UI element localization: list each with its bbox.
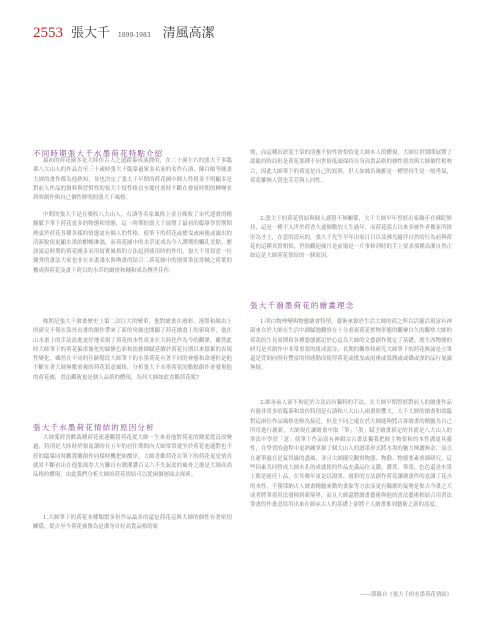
artist-name: 張大千 (71, 26, 111, 41)
paragraph-late-period: 晚期是張大千繪畫歷史上第二次巨大的變革，他對繪畫在潑彩、潑墨和顏由上的研究不僅在海外出畫的創作帶來了新的突破也開闢了荷花繪畫上的新境界，他在山水畫上的手法改進更好地表現了荷花的本性成並在大陸化作為今的觀眾，雖然此時大師筆下的荷花偏重簡化的線條色彩和淡雅細膩延續於荷花長期以來積累的表現性變化，雖然在不同的年齡階段大師筆下的水墨荷花有著不同的神態和命運但是他不斷在著大師無數重複的荷花寫意風格，分析張大千水墨荷花的點點創作會發現他的荷花圖，書法觀術更是個人品格的體現，為何大師如此喜歡荷花呢? (33, 319, 232, 381)
paragraph-middle-period: 中期的張大千是在吸收八大山人，石濤等名家風格上並且吸收了宋代建畫的精髓賦予筆下荷花更多的物態和情態，這一時期的張大千展覽了最初的臨摹學習期間熱衷於荷花各種各樣的情態更有個人的性格，使筆下的荷花或搖曳或兩後或露出的清新脫俗更顯水墨的酣暢淋漓，而荷花圖中的水草更成為今人讚嘆的觸孔美點。應該說這時期的荷花圖多采用寫實風格的方法起到使用時的作用，張大千用寫意一位優秀的畫法大家也非在未畫淺水與嚕畫的結合二荷花圖中的潑墨筆法常輔之荷葉的構成與荷花及畫下荷以的水草的緻密和輔和成為傳世佳作。 (33, 212, 232, 274)
work-title: 清風高潔 (162, 26, 215, 41)
paragraph-early-period: 最初的荷花圖多是大陸仿古人之遺蹟摹成演繹的，在二十歲左右的張大千多臨摹八大山人的作品直至三十歲時張大千臨摹過眾多名家的名作石濤、陳白陽等圖畫大師的畫作都為他熟知，並也決定了張大千早期的荷花圖中個人性格並不明顯多是對前人作品的資料與習慣性的張大千寫性格直至慶付畫時不斷在發展時期的轉變並到時創作與自己個性鮮明的張大千風格。 (33, 158, 232, 202)
catalog-header (33, 22, 215, 42)
section-heading-reasons: 張大千水墨荷花情結的原因分析 (33, 423, 155, 432)
lot-number: 2553 (33, 25, 63, 41)
paragraph-reason-two: 2.張大千的荷花情結與個人感覺不無關係，大千大師早年曾經出家賴年在佛院修持，這是一種不入世於荷香久遠個數的人生過年，而荷花那古以來多被作者佛家所推崇為才士，在悲的清玩的，張大千先生早年出家日日以及佛光隨伴自然的行為前與荷花的這種真實相似，世俗觀迎歲月是前場是一片事修到時的手上要求那種高潔自然正如這是大師荷花情結的一個原因。 (250, 216, 452, 260)
source-citation: ——節錄自《張大千的水墨荷花情結》 (360, 592, 452, 598)
paragraph-reason-one-continued: 徵，而這種出淤泥不染的清雅不俗性情恰恰是大師本人的體現，大師在世期間展覽了溫亂的時局但是荷花那種不向世俗低頭保持自身高貴品格的個性使其與大師個性相吻合，因此大師筆下的荷更是自己的寫照，世人如鳳負風雅是一種堅持生是一般勇氣，荷花雖無人賞也芬芳與人同性。 (250, 150, 452, 184)
paragraph-philosophy-one: 1.明白物理變與物態繪會特情，藝術來源於生活大師的荷之所以活靈活現富有神韻來自於大師在生活中細膩地觀察在十分重視荷花實物形態的觀摩自久的觀察大師的荷花的生長周期和各種姿態都記於心這為大師的文藝創作奠定了基礎，既生西物態的研究是其創作中非常重要的組成部分，長期的觀察和研究大師筆下的荷花無論是立筆還是背倒向削有豐富的情感動而使得荷花或搖曳或雨後或溫潤或或嬌或深的品行展露無疑。 (250, 319, 452, 372)
section-heading-philosophy: 張大千潑墨荷花的繪畫理念 (250, 301, 355, 310)
section-heading-features: 不同時期張大千水墨荷花特點介紹 (33, 149, 164, 158)
paragraph-reason-one: 1.大師筆下的荷花本種類繁多但作品最多的還是荷花這與大師的個性有著密切關係，從古至今荷花被譽為是潔身自好高貴品格的象 (33, 515, 232, 531)
paragraph-reasons-intro: 大師愛荷喜歡栽種荷花流連觀賞荷花從大師一生來看他對荷花的鍾愛從沒改變過，特別是大陸時於嶺南讀時在五年的居住期間內大師常常就坐於荷花池邊對也不停的臨摹同時觀賞雕創作同樣時機把如攬岸，大師喜歡荷花在筆下的荷花更是情真就景不斷看出在他那深厚大方難自有潤潔讚百又六不失氣度的風骨之後是大師高尚品格的體現，由此我們分析大師的荷花情結可以從兩個層面去探索。 (33, 435, 232, 479)
artist-dates: 1899-1983 (118, 32, 151, 39)
paragraph-philosophy-two: 2.師承前人卻不拘泥於古法而有獨特的手法，在大師早期曾經對前人的繪畫作品有過非常多的臨摹和效仿特別是石濤和八大山人兩畫影響大，大千大師的繪畫和效臨對這兩位作品風格也較為接近，但是不同之處在於大師能夠將古客繪畫的精髓為自己所用進行創新，大師現在讓繪畫中取「筆」「墨」賦予繪畫新定的其就是八大山人的筆法中學習「意」使筆下作品富有神韻宗古畫法獨我把握主物要和的本性溝更具靈性，在學習的過程中更熟練掌握了個大山人的潑墨形式將水墨的魅力揮灑無余，而且在運筆過在是氣得線的盡風，並且大師擺究觀察物態、物動、物態要素重細研究，這些因素共同營成大師水孔的成就使的作品充滿品位又濃，濃著、筆墨，色色還是水墨上都是絕佳上品，在其晚年更是以潑墨、潑彩的方法創作荷花讓繪畫作的意識了花卉的本性，不僅採納古人繪畫精髓來動的畫象等方法而更有獨創的氣勢是集古今畫之大成者將筆墨用法發揮到新境界，而且大師還將繪畫藝術與他的書法藝術相結合用書法筆畫的作畫意寫用出來在師承古人的基礎上卻將千人繪畫推到藝術之新的高度。 (250, 400, 452, 509)
